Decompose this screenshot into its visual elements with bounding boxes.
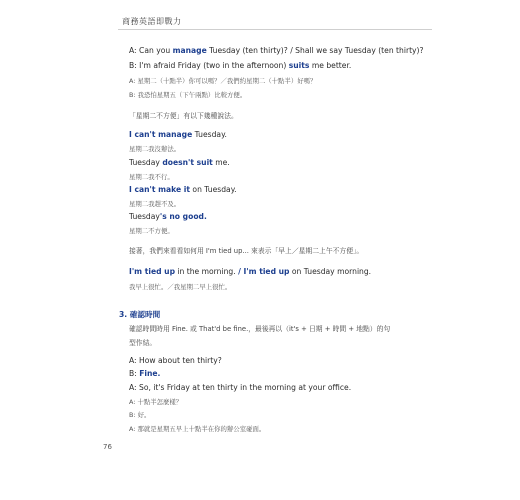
running-header: 商務英語即戰力 bbox=[122, 17, 182, 26]
dialogue-b-translation: B: 我恐怕星期五（下午兩點）比較方便。 bbox=[129, 91, 247, 99]
text-segment: B: I'm afraid Friday (two in the afternoon) bbox=[129, 61, 289, 70]
text-segment: A: Can you bbox=[129, 46, 173, 55]
highlight-phrase: I can't make it bbox=[129, 185, 191, 194]
dialogue-a-translation: A: 那就是星期五早上十點半在你的辦公室碰面。 bbox=[129, 425, 266, 433]
highlight-phrase: I can't manage bbox=[129, 130, 193, 139]
text-segment: Tuesday. bbox=[192, 130, 227, 139]
example-4 bbox=[129, 212, 207, 221]
page-number: 76 bbox=[103, 443, 112, 451]
text-segment: on Tuesday. bbox=[190, 185, 237, 194]
example-3-translation: 星期二我趕不及。 bbox=[129, 200, 181, 208]
text-segment: Tuesday (ten thirty)? / Shall we say Tuesday (ten thirty)? bbox=[206, 46, 424, 55]
text-segment: B: bbox=[129, 369, 140, 378]
tied-up-example bbox=[129, 267, 371, 276]
dialogue-b-line bbox=[129, 61, 351, 70]
highlight-phrase: I'm tied up bbox=[129, 267, 176, 276]
dialogue-b-line bbox=[129, 369, 160, 378]
highlight-phrase: 's no good. bbox=[159, 212, 207, 221]
dialogue-b-translation: B: 好。 bbox=[129, 411, 151, 419]
example-1-translation: 星期二我沒辦法。 bbox=[129, 145, 181, 153]
tied-up-translation: 我早上很忙。／我星期二早上很忙。 bbox=[129, 283, 232, 291]
dialogue-a-translation: A: 星期二（十點半）你可以嗎？／我們約星期二（十點半）好嗎？ bbox=[129, 77, 317, 85]
highlight-phrase: manage bbox=[172, 46, 207, 55]
text-segment: in the morning. bbox=[175, 267, 239, 276]
example-3 bbox=[129, 185, 237, 194]
highlight-phrase: doesn't suit bbox=[162, 158, 213, 167]
text-segment: on Tuesday morning. bbox=[289, 267, 372, 276]
header-divider bbox=[118, 29, 432, 30]
text-segment: Tuesday bbox=[129, 158, 163, 167]
text-segment: me better. bbox=[309, 61, 352, 70]
intro-paragraph: 「星期二不方便」有以下幾種說法。 bbox=[129, 112, 238, 120]
example-1 bbox=[129, 130, 227, 139]
dialogue-a-line: A: So, it's Friday at ten thirty in the morning at your office. bbox=[129, 383, 352, 392]
example-4-translation: 星期二不方便。 bbox=[129, 227, 174, 235]
section-description-line-1: 確認時間時用 Fine. 或 That'd be fine.，最後再以（it's + 日期 + 時間 + 地點）的句 bbox=[129, 325, 391, 333]
text-segment: me. bbox=[212, 158, 230, 167]
tied-up-intro: 接著，我們來看看如何用 I'm tied up... 來表示「早上／星期二上午不方便」。 bbox=[129, 247, 364, 255]
text-segment: Tuesday bbox=[129, 212, 160, 221]
highlight-phrase: suits bbox=[288, 61, 310, 70]
highlight-phrase: Fine. bbox=[139, 369, 161, 378]
section-description-line-2: 型作結。 bbox=[129, 339, 157, 347]
example-2 bbox=[129, 158, 230, 167]
dialogue-a-line: A: How about ten thirty? bbox=[129, 356, 222, 365]
separator: / bbox=[238, 267, 244, 276]
dialogue-a-line bbox=[129, 46, 424, 55]
section-heading: 3. 確認時間 bbox=[119, 310, 161, 319]
example-2-translation: 星期二我不行。 bbox=[129, 173, 174, 181]
dialogue-a-translation: A: 十點半怎麼樣？ bbox=[129, 398, 183, 406]
highlight-phrase: I'm tied up bbox=[243, 267, 290, 276]
